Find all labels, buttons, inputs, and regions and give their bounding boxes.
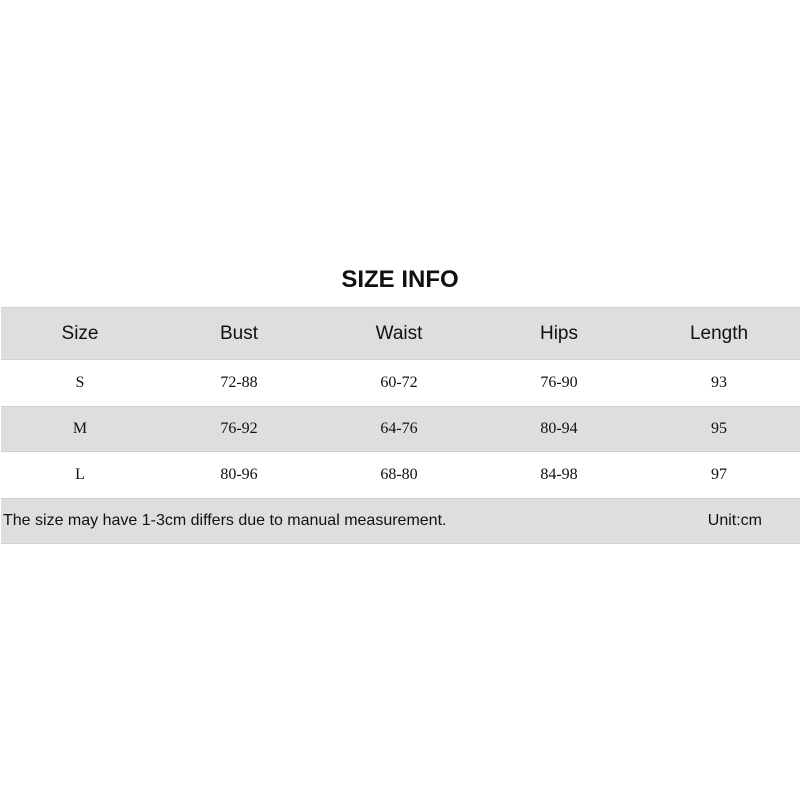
table-row bbox=[1, 360, 800, 406]
table-row bbox=[1, 406, 800, 452]
size-table bbox=[1, 307, 800, 544]
length-cell: 97 bbox=[711, 466, 727, 483]
size-info-title: SIZE INFO bbox=[341, 266, 459, 293]
size-cell: M bbox=[72, 420, 88, 437]
waist-cell: 68-80 bbox=[380, 466, 418, 483]
hips-cell: 80-94 bbox=[540, 420, 578, 437]
waist-cell: 64-76 bbox=[380, 420, 418, 437]
length-cell: 95 bbox=[711, 420, 727, 437]
header-length: Length bbox=[689, 322, 749, 344]
unit-label: Unit:cm bbox=[707, 512, 762, 529]
header-waist: Waist bbox=[375, 322, 423, 344]
bust-cell: 72-88 bbox=[220, 374, 258, 391]
size-cell: S bbox=[75, 374, 85, 391]
bust-cell: 80-96 bbox=[220, 466, 258, 483]
footer-note-row bbox=[1, 498, 800, 544]
header-size: Size bbox=[61, 322, 99, 344]
table-row bbox=[1, 452, 800, 498]
bust-cell: 76-92 bbox=[220, 420, 258, 437]
size-cell: L bbox=[75, 466, 85, 483]
header-hips: Hips bbox=[539, 322, 578, 344]
header-bust: Bust bbox=[219, 322, 259, 344]
waist-cell: 60-72 bbox=[380, 374, 418, 391]
table-header-row bbox=[1, 307, 800, 360]
measurement-note: The size may have 1-3cm differs due to manual measurement. bbox=[3, 512, 447, 529]
hips-cell: 84-98 bbox=[540, 466, 578, 483]
hips-cell: 76-90 bbox=[540, 374, 578, 391]
length-cell: 93 bbox=[711, 374, 727, 391]
